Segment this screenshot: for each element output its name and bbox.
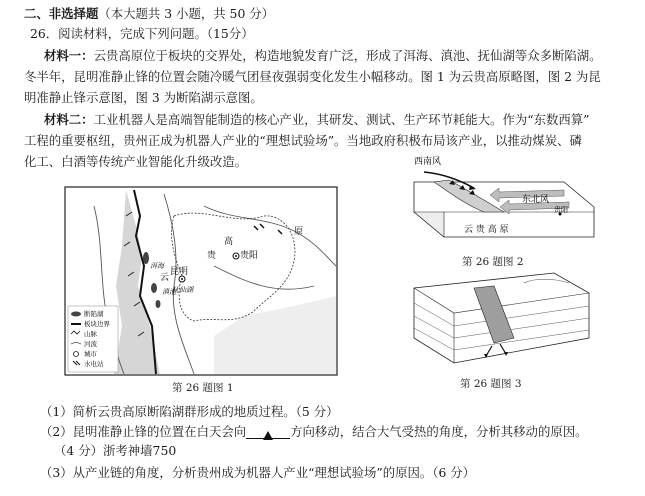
figure1-caption: 第 26 题图 1 [172, 382, 234, 394]
label-plateau: 云 贵 高 原 [464, 225, 509, 235]
figure2-front [404, 152, 604, 252]
label-gao: 高 [224, 237, 234, 247]
label-ne-wind: 东北风 [522, 195, 550, 205]
legend-label-3: 河流 [84, 340, 97, 348]
material2-text1: 工业机器人是高端智能制造的核心产业，其研发、测试、生产环节耗能大。作为“东数西算” [93, 112, 590, 127]
lake-fuxian [156, 300, 161, 308]
figure1-map [64, 186, 338, 376]
subquestion-3: （3）从产业链的角度，分析贵州成为机器人产业“理想试验场”的原因。（6 分） [40, 465, 476, 480]
label-gui: 贵 [207, 251, 217, 261]
figure3-caption: 第 26 题图 3 [460, 378, 522, 390]
legend-label-4: 城市 [84, 350, 97, 358]
label-fuxian: 抚仙湖 [172, 286, 193, 294]
subquestion-2-before: （2）昆明准静止锋的位置在白天会向 [40, 424, 247, 439]
material2-line1 [24, 112, 589, 128]
label-guiyang2: 贵阳 [554, 206, 568, 214]
material2-line3: 化工、白酒等传统产业智能化升级改造。 [24, 154, 248, 169]
lake-dianchi [151, 283, 157, 293]
label-kunming: 昆明 [170, 267, 189, 277]
subquestion-1: （1）简析云贵高原断陷湖群形成的地质过程。（5 分） [40, 404, 339, 419]
material1-line2: 冬半年，昆明准静止锋的位置会随冷暖气团昼夜强弱变化发生小幅移动。图 1 为云贵高原略图，图 2 为昆 [24, 69, 601, 84]
label-erhai: 洱海 [150, 262, 164, 270]
material1-line3: 明准静止锋示意图，图 3 为断陷湖示意图。 [24, 90, 263, 105]
label-yun: 云 [160, 273, 170, 283]
legend-label-2: 山脉 [84, 330, 97, 338]
subquestion-2 [40, 422, 588, 440]
question-title: 26．阅读材料，完成下列问题。（15分） [30, 26, 254, 41]
legend-label-0: 断陷湖 [84, 310, 104, 318]
material2-line2: 工程的重要枢纽，贵州正成为机器人产业的“理想试验场”。当地政府积极布局该产业，以推动煤炭、磷 [24, 133, 582, 148]
section-note: （本大题共 3 小题，共 50 分） [98, 6, 275, 21]
legend-label-1: 板块边界 [84, 320, 110, 328]
material1-line1 [24, 48, 602, 64]
label-guiyang: 贵阳 [240, 251, 259, 261]
label-yuan: 原 [294, 227, 304, 237]
legend-label-5: 水电站 [84, 360, 104, 368]
section-heading: 二、非选择题 [24, 6, 99, 21]
material1-label: 材料一： [44, 48, 94, 63]
label-dianchi: 滇池 [162, 288, 176, 296]
answer-blank[interactable] [246, 427, 290, 439]
figure3-fault-lake [404, 268, 594, 372]
material1-text1: 云贵高原位于板块的交界处，构造地貌发育广泛，形成了洱海、滇池、抚仙湖等众多断陷湖。 [93, 48, 602, 63]
section-header [24, 6, 274, 22]
subquestion-2-after: 方向移动，结合大气受热的角度，分析其移动的原因。 [290, 424, 588, 439]
lake-erhai [143, 252, 149, 264]
blank-triangle-icon [263, 431, 273, 440]
material2-label: 材料二： [44, 112, 94, 127]
subquestion-2-line2: （4 分）浙考神墙750 [54, 443, 177, 458]
figure2-caption: 第 26 题图 2 [462, 256, 524, 268]
label-sw-wind: 西南风 [414, 157, 442, 167]
